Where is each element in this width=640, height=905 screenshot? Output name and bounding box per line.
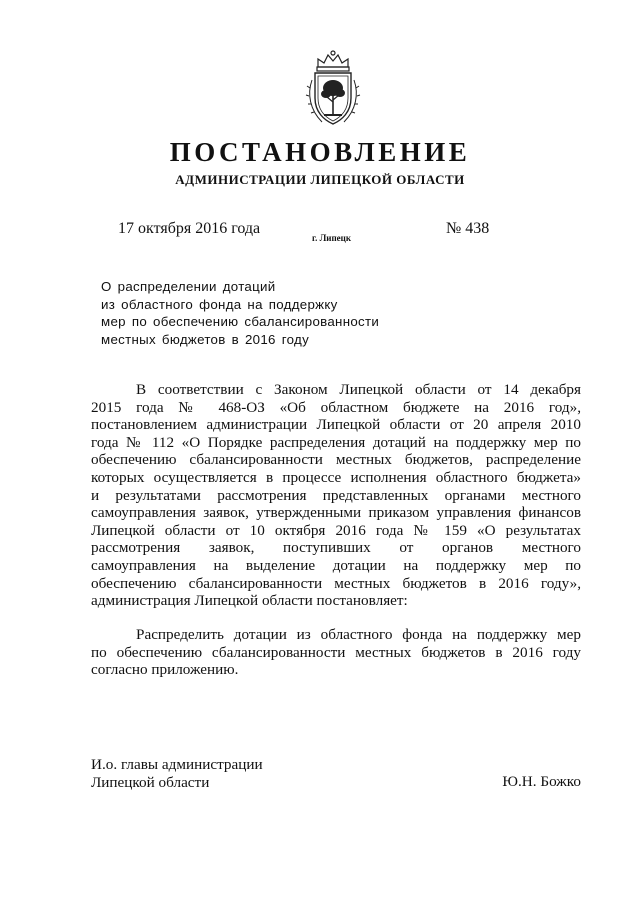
paragraph-line: рассмотрения заявок, поступивших от органов местного: [91, 539, 581, 557]
document-title: ПОСТАНОВЛЕНИЕ: [169, 137, 471, 167]
signatory-position: [91, 756, 263, 791]
document-subject: [101, 278, 431, 348]
paragraph-line: по обеспечению сбалансированности местных бюджетов в 2016 году: [91, 643, 581, 661]
paragraph-line: Распределить дотации из областного фонда на поддержку мер: [136, 626, 581, 643]
issuing-authority: АДМИНИСТРАЦИИ ЛИПЕЦКОЙ ОБЛАСТИ: [175, 172, 465, 187]
document-city: г. Липецк: [312, 233, 352, 243]
paragraph-line: 2015 года № 468-ОЗ «Об областном бюджете на 2016 год»,: [91, 398, 581, 416]
paragraph-line: обеспечению сбалансированности местных бюджетов, распределение: [91, 451, 581, 469]
signatory-position-line: Липецкой области: [91, 773, 210, 791]
subject-line: местных бюджетов в 2016 году: [101, 331, 310, 347]
paragraph-line: обеспечению сбалансированности местных бюджетов в 2016 году»,: [91, 574, 581, 592]
paragraph-line: согласно приложению.: [91, 661, 239, 679]
paragraph-line: которых осуществляется в процессе исполнения областного бюджета»: [91, 468, 581, 486]
body-paragraph-1: [91, 381, 581, 610]
paragraph-line: постановлением администрации Липецкой области от 20 апреля 2010: [91, 416, 581, 434]
subject-line: мер по обеспечению сбалансированности: [101, 314, 380, 329]
coat-of-arms-icon: [304, 50, 362, 128]
subject-line: из областного фонда на поддержку: [101, 296, 338, 312]
subject-line: О распределении дотаций: [101, 279, 276, 294]
paragraph-line: года № 112 «О Порядке распределения дотаций на поддержку мер по: [91, 433, 581, 451]
signatory-name: Ю.Н. Божко: [502, 773, 581, 790]
document-number: № 438: [446, 220, 490, 237]
paragraph-line: самоуправления заявок, утвержденными приказом управления финансов: [91, 504, 581, 522]
paragraph-line: администрация Липецкой области постановляет:: [91, 592, 408, 610]
paragraph-line: В соответствии с Законом Липецкой области от 14 декабря: [136, 381, 581, 398]
document-date: 17 октября 2016 года: [118, 220, 261, 237]
paragraph-line: самоуправления на выделение дотации на поддержку мер по: [91, 556, 581, 574]
paragraph-line: Липецкой области от 10 октября 2016 года № 159 «О результатах: [91, 521, 581, 539]
signatory-position-line: И.о. главы администрации: [91, 756, 263, 773]
body-paragraph-2: [91, 626, 581, 679]
paragraph-line: и результатами рассмотрения представленных органами местного: [91, 486, 581, 504]
